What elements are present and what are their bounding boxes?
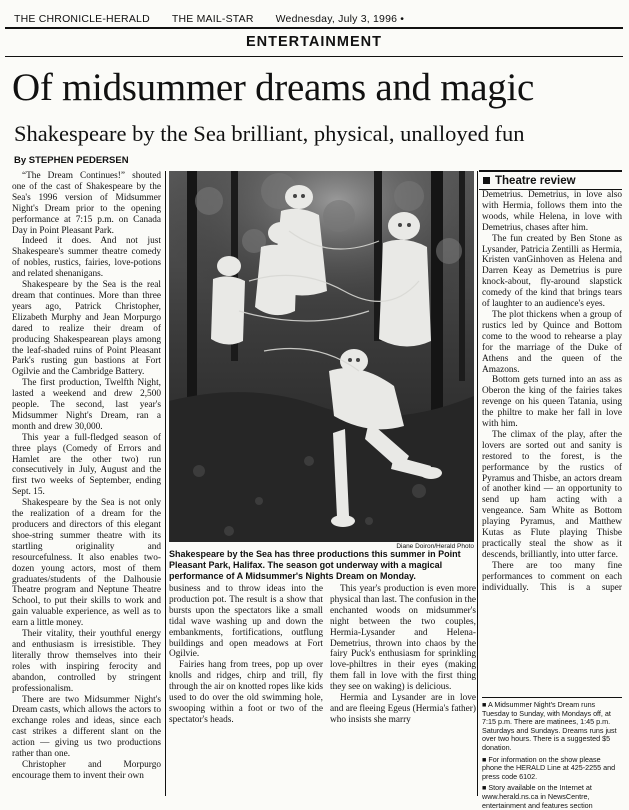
- subheadline: Shakespeare by the Sea brilliant, physical, unalloyed fun: [14, 121, 525, 146]
- headline: Of midsummer dreams and magic: [12, 66, 534, 109]
- photo-caption: Shakespeare by the Sea has three productions this summer in Point Pleasant Park, Halifax. The season got underway with a magical performance of A Midsummer's Nights Dream on Monday.: [169, 549, 461, 581]
- paper-name-mailstar: THE MAIL-STAR: [171, 13, 254, 25]
- paragraph: Hermia and Lysander are in love and are fleeing Egeus (Hermia's father) who insists she marry: [330, 693, 476, 725]
- paragraph: business and to throw ideas into the production pot. The result is a show that bursts upon the spectators like a small tidal wave washing up and down the embankments, fortifications, outflung buildings and open meadows at Fort Ogilvie.: [169, 584, 323, 660]
- byline: By STEPHEN PEDERSEN: [14, 155, 129, 166]
- section-title: ENTERTAINMENT: [246, 34, 382, 50]
- article-column-1: [12, 171, 161, 796]
- paragraph: Their vitality, their youthful energy and enthusiasm is irresistible. They literally throw themselves into their roles with inspiring ferocity and abandon, controlled by stringent professionalism.: [12, 629, 161, 694]
- paragraph: Shakespeare by the Sea is not only the realization of a dream for the producers and directors of this elegant shoe-string summer theatre with its startling originality and resourcefulness. It also enables two-dozen young actors, most of them graduates/students of the Dalhousie Theatre program and Neptune Theatre School, to put their skills to work and gain valuable experience, as well as to earn a little money.: [12, 498, 161, 629]
- theatre-photo: [169, 171, 474, 542]
- photo-credit: Diane Doiron/Herald Photo: [396, 543, 474, 550]
- info-item: ■ For information on the show please phone the HERALD Line at 425-2255 and press code 6102.: [482, 754, 616, 781]
- paragraph: This year's production is even more physical than last. The confusion in the enchanted woods on midsummer's night between the two couples, Hermia-Lysander and Helena-Demetrius, thrown into chaos by the fairy Puck's enthusiasm for sprinkling love-philtres in their eyes (making them fall in love with the first thing they see on waking) is delicious.: [330, 584, 476, 693]
- paragraph: The climax of the play, after the lovers are sorted out and sanity is restored to the forest, is the performance by the rustics of Pyramus and Thisbe, an actors dream of another kind — an opportunity to send up ham acting with a vengeance. Sam White as Bottom playing Pyramus, and Matthew Kutas as Flute playing Thisbe practically steal the show as it descends, brilliantly, into utter farce.: [482, 429, 622, 560]
- paragraph: The plot thickens when a group of rustics led by Quince and Bottom come to the wood to rehearse a play for the marriage of the Duke of Athens and the queen of the Amazons.: [482, 309, 622, 375]
- paper-name-chronicle: THE CHRONICLE-HERALD: [14, 13, 150, 25]
- paragraph: There are too many fine performances to comment on each individually. This is a super: [482, 560, 622, 593]
- section-rule-top: [5, 27, 623, 29]
- paragraph: Bottom gets turned into an ass as Oberon the king of the fairies takes revenge on his queen Tatania, using the philtre to make her fall in love with him.: [482, 375, 622, 430]
- column-rule: [165, 171, 166, 796]
- photo-image: [169, 171, 474, 542]
- masthead: [14, 5, 614, 25]
- theatre-review-label: [479, 170, 622, 190]
- paragraph: Indeed it does. And not just Shakespeare's summer theatre comedy of nobles, rustics, fairies, love-potions and related shenanigans.: [12, 236, 161, 280]
- paragraph: Christopher and Morpurgo encourage them to invent their own: [12, 759, 161, 781]
- paragraph: This year a full-fledged season of three plays (Comedy of Errors and Hamlet are the other two) run consecutively in July, August and the first two weeks of September, ending Sept. 15.: [12, 432, 161, 498]
- article-column-3: [330, 584, 476, 796]
- paragraph: The fun created by Ben Stone as Lysander, Patricia Zentilli as Hermia, Kristen vanGinhoven as Helena and Darren Keay as Demetrius is pure knock-about, fly-around slapstick comedy of the kind that brings tears of laughter to an audience's eyes.: [482, 233, 622, 310]
- square-bullet-icon: [483, 177, 490, 184]
- paragraph: “The Dream Continues!” shouted one of the cast of Shakespeare by the Sea's 1996 version of Midsummer Night's Dream prior to the opening performance at 7:15 p.m. on Canada Day in Point Pleasant Park.: [12, 171, 161, 236]
- show-info-box: [482, 697, 622, 810]
- section-rule-bottom: [5, 56, 623, 57]
- paragraph: Demetrius. Demetrius, in love also with Hermia, follows them into the woods, while Helena, in love with Demetrius, chases after him.: [482, 190, 622, 233]
- paragraph: The first production, Twelfth Night, lasted a weekend and drew 2,500 people. The second, last year's Midsummer Night's Dream, ran a month and drew 30,000.: [12, 378, 161, 432]
- paragraph: Fairies hang from trees, pop up over knolls and ridges, chirp and trill, fly through the air on knotted ropes like kids used to do over the old swimming hole, swooping within a foot or two of the spectator's heads.: [169, 660, 323, 725]
- paragraph: Shakespeare by the Sea is the real dream that continues. More than three years ago, Patrick Christopher, Elizabeth Murphy and Jean Morpurgo dared to realize their dream of producing Shakespearean plays among the leaf-shaded ruins of Point Pleasant Park's rusting gun bastions at Fort Ogilvie and the Cambridge Battery.: [12, 280, 161, 378]
- info-item: ■ A Midsummer Night's Dream runs Tuesday to Sunday, with Mondays off, at 7:15 p.m. There are matinees, 1:45 p.m. Saturdays and Sundays. Dreams runs just over two hours. There is a suggested $5 donation.: [482, 700, 617, 752]
- article-column-4: [482, 190, 622, 594]
- issue-date: Wednesday, July 3, 1996 •: [275, 13, 405, 25]
- column-rule: [477, 171, 478, 796]
- article-column-2: [169, 584, 323, 796]
- paragraph: There are two Midsummer Night's Dream casts, which allows the actors to exchange roles and ideas, since each cast strikes a different slant on the action — giving us two productions rather than one.: [12, 694, 161, 760]
- info-item: ■ Story available on the Internet at www.herald.ns.ca in NewsCentre, entertainment and features section: [482, 783, 593, 810]
- review-label-text: Theatre review: [495, 174, 576, 187]
